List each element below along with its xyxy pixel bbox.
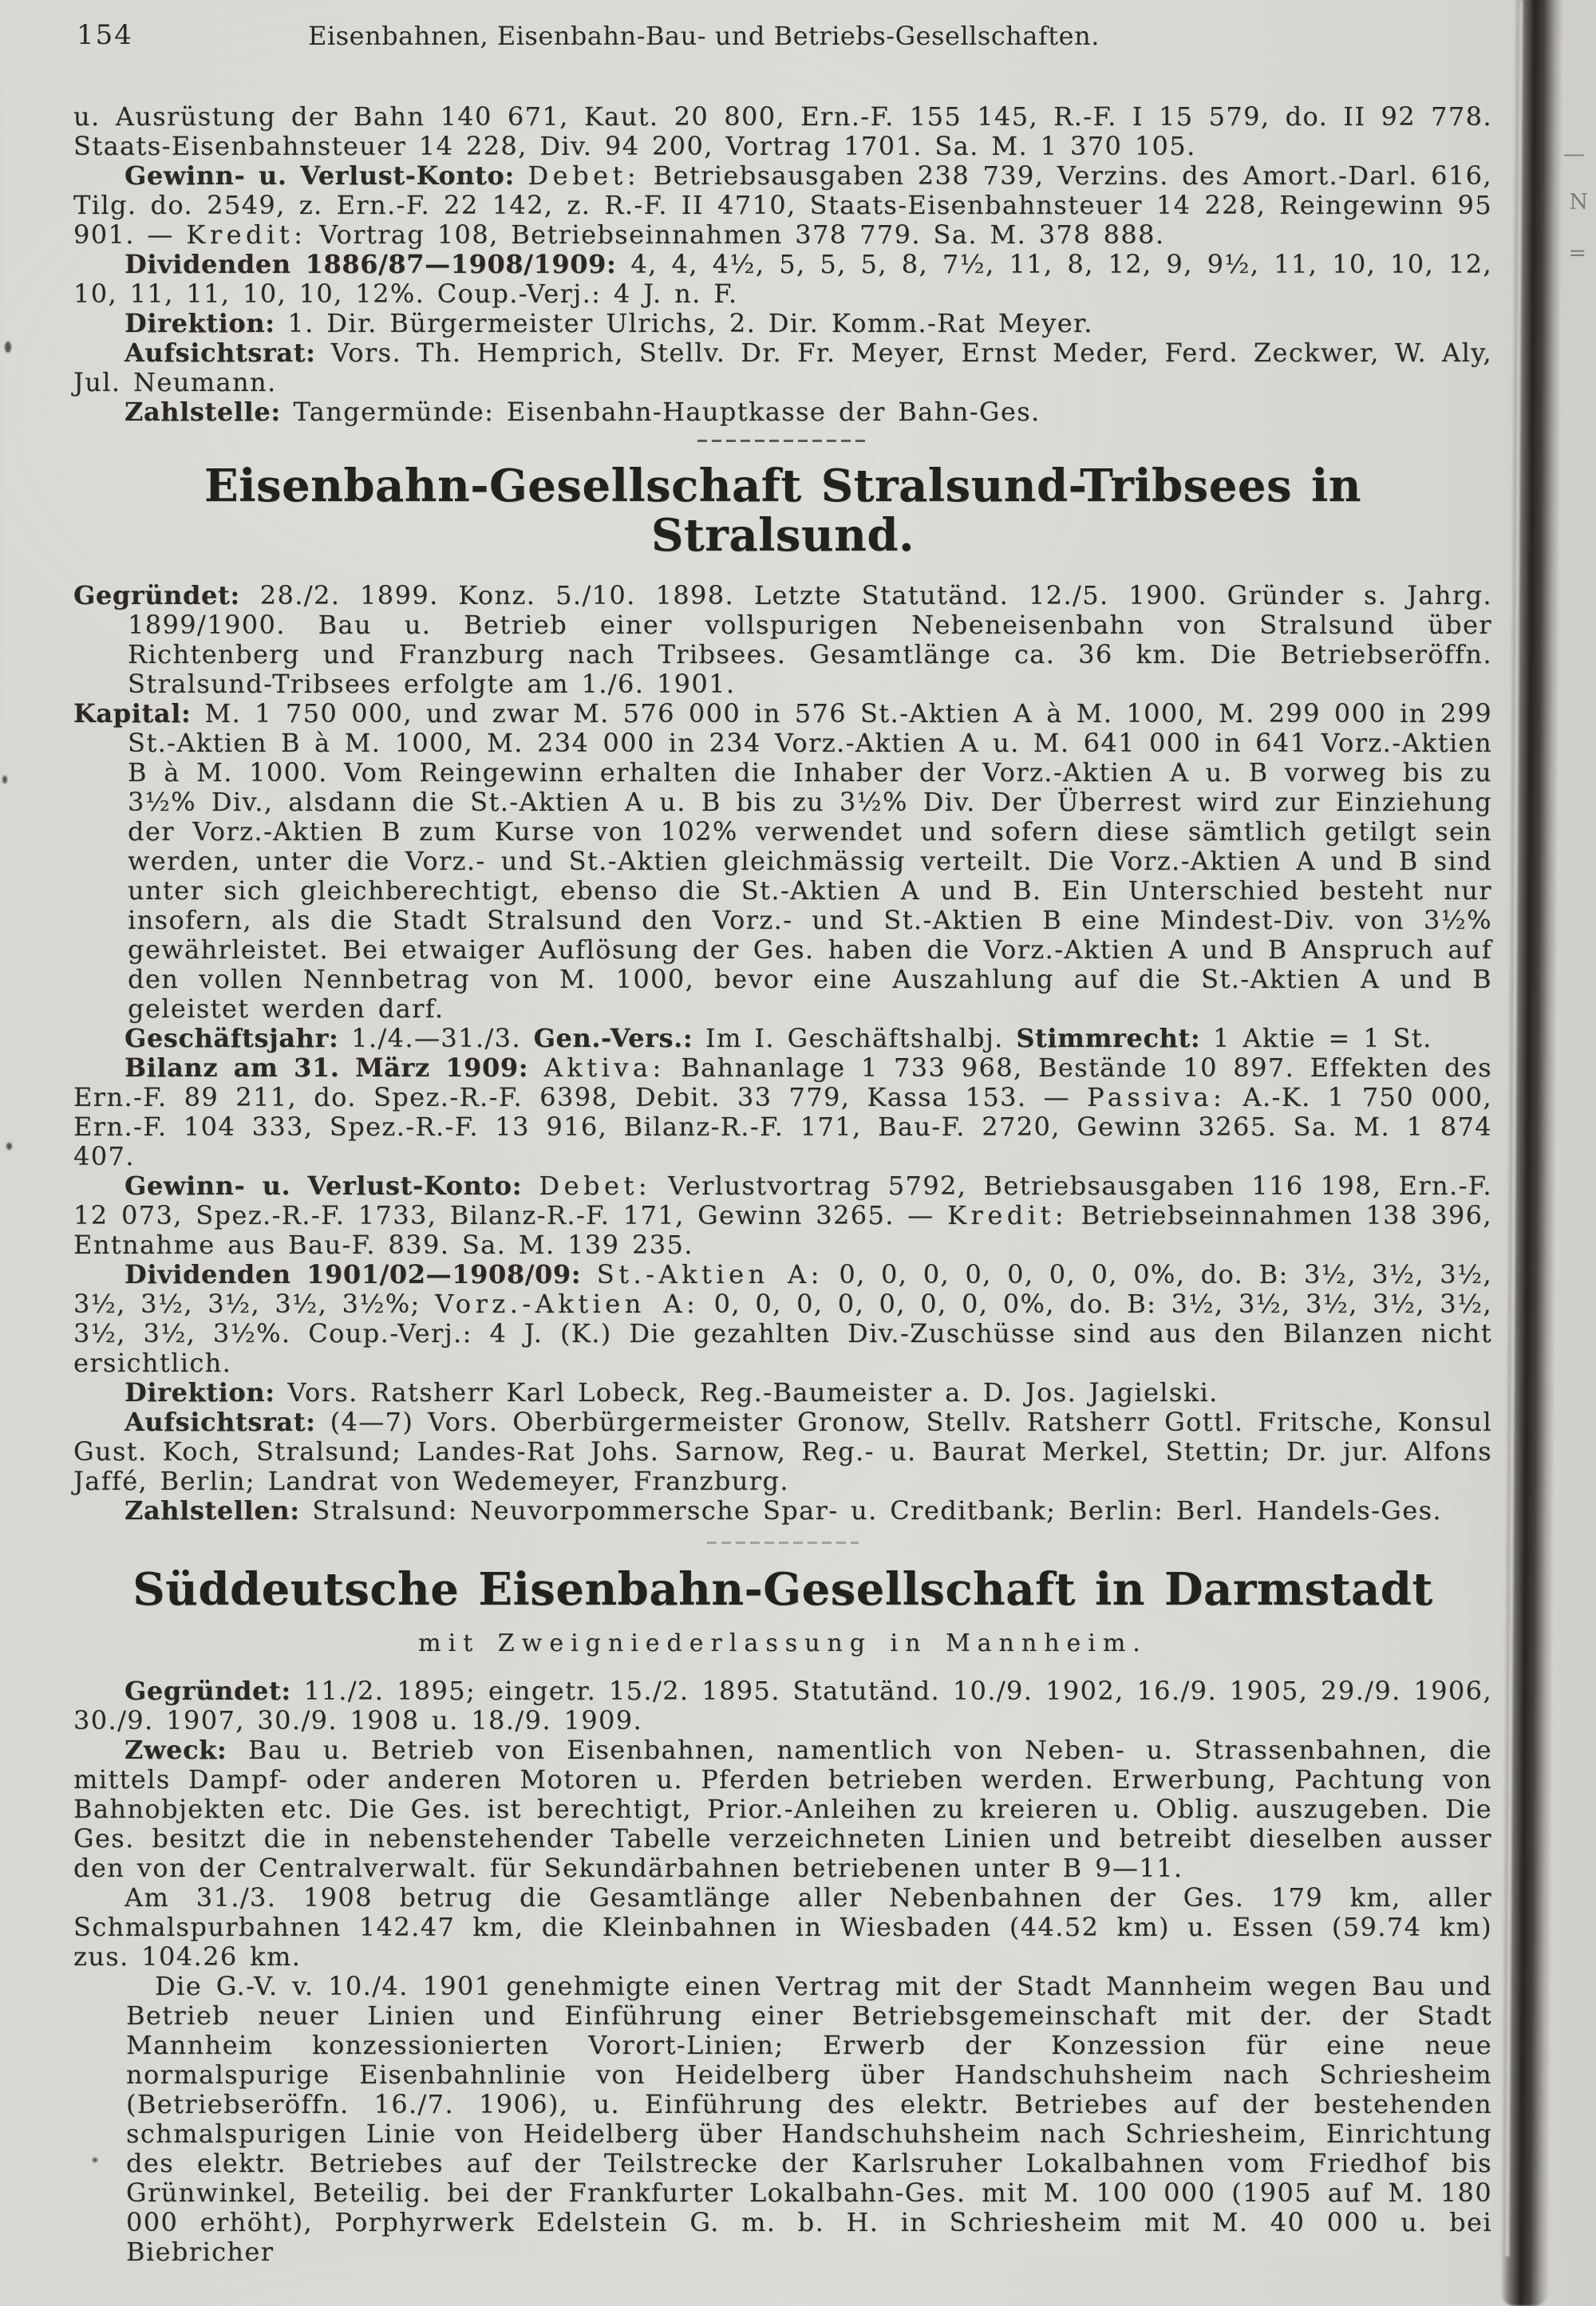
entry-sueddeutsche-darmstadt bbox=[73, 1676, 1492, 2267]
paragraph-label: Bilanz am 31. März 1909: bbox=[124, 1052, 544, 1083]
paragraph-text: Betriebseinnahmen 138 396, Entnahme aus Bau-F. 839. Sa. M. 139 235. bbox=[73, 1200, 1492, 1260]
text-column bbox=[73, 102, 1492, 2267]
entry-subtitle-sueddeutsche: mit Zweigniederlassung in Mannheim. bbox=[418, 1629, 1148, 1657]
paragraph-label: Aufsichtsrat: bbox=[124, 1407, 330, 1437]
paragraph-text: Tangermünde: Eisenbahn-Hauptkasse der Bahn-Ges. bbox=[293, 397, 1041, 427]
paragraph-text: M. 1 750 000, und zwar M. 576 000 in 576 St.-Aktien A à M. 1000, M. 299 000 in 299 St.-Aktien B à M. 1000, M. 234 000 in 234 Vorz.-Aktien A u. M. 641 000 in 641 Vorz.-Aktien B à M. 1000. Vom Reingewinn erhalten die Inhaber der Vorz.-Aktien A u. B vorweg bis zu 3½% Div., alsdann die St.-Aktien A u. B bis zu 3½% Div. Der Überrest wird zur Einziehung der Vorz.-Aktien B zum Kurse von 102% verwendet und sofern diese sämtlich getilgt sein werden, unter die Vorz.- und St.-Aktien gleichmässig verteilt. Die Vorz.-Aktien A und B sind unter sich gleichberechtigt, ebenso die St.-Aktien A und B. Ein Unterschied besteht nur insofern, als die Stadt Stralsund den Vorz.- und St.-Aktien B eine Mindest-Div. von 3½% gewährleistet. Bei etwaiger Auflösung der Ges. haben die Vorz.-Aktien A und B Anspruch auf den vollen Nennbetrag von M. 1000, bevor eine Auszahlung auf die St.-Aktien A und B geleistet werden darf. bbox=[128, 698, 1492, 1024]
paragraph-text: A.-K. 1 750 000, Ern.-F. 104 333, Spez.-R.-F. 13 916, Bilanz-R.-F. 171, Bau-F. 2720, Gewinn 3265. Sa. M. 1 874 407. bbox=[73, 1082, 1492, 1171]
paragraph-label: Gegründet: bbox=[73, 580, 260, 610]
paragraph-text: Vorz.-Aktien A: bbox=[435, 1289, 700, 1319]
paragraph-label: Gewinn- u. Verlust-Konto: bbox=[124, 1171, 539, 1201]
paragraph-label: Gewinn- u. Verlust-Konto: bbox=[124, 160, 528, 191]
margin-artifact: N bbox=[1569, 190, 1588, 215]
page-outer-margin bbox=[1561, 0, 1596, 2257]
paragraph-text: Verlustvortrag 5792, Betriebsausgaben 116 198, Ern.-F. 12 073, Spez.-R.-F. 1733, Bilanz-R.-F. 171, Gewinn 3265. — bbox=[73, 1171, 1492, 1230]
paragraph-label: Dividenden 1886/87—1908/1909: bbox=[124, 249, 631, 279]
paragraph-label: Geschäftsjahr: bbox=[124, 1023, 352, 1053]
paragraph bbox=[73, 581, 1492, 699]
section-divider bbox=[707, 1542, 859, 1544]
paragraph-text: Bahnanlage 1 733 968, Bestände 10 897. Effekten des Ern.-F. 89 211, do. Spez.-R.-F. 6398, Debit. 33 779, Kassa 153. — bbox=[73, 1052, 1493, 1112]
paragraph-text: Debet: bbox=[539, 1171, 652, 1201]
scan-speck bbox=[5, 342, 11, 353]
paragraph-text: Im I. Geschäftshalbj. bbox=[705, 1023, 1017, 1053]
paragraph-text: Kredit: bbox=[947, 1200, 1069, 1230]
page-number: 154 bbox=[77, 19, 133, 51]
entry-title-stralsund: Eisenbahn-Gesellschaft Stralsund-Tribsees in Stralsund. bbox=[204, 460, 1361, 562]
paragraph bbox=[73, 1171, 1492, 1260]
paragraph-text: Stralsund: Neuvorpommersche Spar- u. Creditbank; Berlin: Berl. Handels-Ges. bbox=[312, 1495, 1442, 1526]
paragraph-label: Zahlstellen: bbox=[124, 1495, 313, 1526]
paragraph bbox=[73, 1260, 1492, 1378]
paragraph-text: Betriebsausgaben 238 739, Verzins. des Amort.-Darl. 616, Tilg. do. 2549, z. Ern.-F. 22 142, z. R.-F. II 4710, Staats-Eisenbahnsteuer 14 228, Reingewinn 95 901. — bbox=[73, 160, 1492, 250]
paragraph-text: 0, 0, 0, 0, 0, 0, 0, 0%, do. B: 3½, 3½, 3½, 3½, 3½, 3½, 3½, 3½%; bbox=[73, 1259, 1493, 1319]
scan-speck bbox=[6, 1143, 12, 1150]
paragraph-text: 11./2. 1895; eingetr. 15./2. 1895. Statutänd. 10./9. 1902, 16./9. 1905, 29./9. 1906, 30./9. 1907, 30./9. 1908 u. 18./9. 1909. bbox=[73, 1676, 1492, 1735]
paragraph-label: Gegründet: bbox=[124, 1676, 304, 1706]
section-divider bbox=[697, 440, 869, 442]
paragraph-label: Dividenden 1901/02—1908/09: bbox=[124, 1259, 597, 1289]
entry-tangermuende-continuation bbox=[73, 102, 1492, 427]
paragraph bbox=[73, 1735, 1492, 1883]
paragraph-label: Direktion: bbox=[124, 1377, 288, 1408]
paragraph-text: St.-Aktien A: bbox=[596, 1259, 824, 1289]
paragraph-text: Passiva: bbox=[1087, 1082, 1227, 1112]
running-head bbox=[73, 19, 1492, 54]
paragraph bbox=[73, 1024, 1492, 1053]
paragraph bbox=[73, 1408, 1492, 1496]
paragraph-label: Stimmrecht: bbox=[1016, 1023, 1213, 1053]
paragraph-text: 1 Aktie = 1 St. bbox=[1212, 1023, 1432, 1053]
paragraph bbox=[73, 102, 1492, 161]
paragraph-text: Debet: bbox=[527, 160, 641, 191]
paragraph-label: Kapital: bbox=[73, 698, 205, 729]
running-title: Eisenbahnen, Eisenbahn-Bau- und Betriebs-Gesellschaften. bbox=[308, 21, 1100, 51]
paragraph-label: Zahlstelle: bbox=[124, 397, 294, 427]
paragraph-text: Vors. Th. Hemprich, Stellv. Dr. Fr. Meyer, Ernst Meder, Ferd. Zeckwer, W. Aly, Jul. Neumann. bbox=[73, 338, 1492, 397]
scan-speck bbox=[2, 776, 7, 784]
paragraph-text: Kredit: bbox=[186, 219, 307, 250]
paragraph-label: Aufsichtsrat: bbox=[124, 338, 331, 368]
paragraph bbox=[73, 161, 1492, 250]
paragraph-text: (4—7) Vors. Oberbürgermeister Gronow, Stellv. Ratsherr Gottl. Fritsche, Konsul Gust. Koch, Stralsund; Landes-Rat Johs. Sarnow, Reg.- u. Baurat Merkel, Stettin; Dr. jur. Alfons Jaffé, Berlin; Landrat von Wedemeyer, Franzburg. bbox=[73, 1407, 1493, 1496]
margin-artifact: = bbox=[1568, 241, 1586, 266]
paragraph bbox=[73, 1378, 1492, 1408]
paragraph bbox=[73, 250, 1492, 309]
paragraph-label: Zweck: bbox=[124, 1735, 248, 1765]
paragraph-text: 0, 0, 0, 0, 0, 0, 0, 0%, do. B: 3½, 3½, 3½, 3½, 3½, 3½, 3½, 3½%. Coup.-Verj.: 4 J. (K.) Die gezahlten Div.-Zuschüsse sind aus den Bilanzen nicht ersichtlich. bbox=[73, 1289, 1492, 1378]
paragraph-text: Die G.-V. v. 10./4. 1901 genehmigte einen Vertrag mit der Stadt Mannheim wegen Bau und Betrieb neuer Linien und Einführung einer Betriebsgemeinschaft mit der. der Stadt Mannheim konzessionierten Vorort-Linien; Erwerb der Konzession für eine neue normalspurige Eisenbahnlinie von Heidelberg über Handschuhsheim nach Schriesheim (Betriebseröffn. 16./7. 1906), u. Einführung des elektr. Betriebes auf der bestehenden schmalspurigen Linie von Heidelberg über Handschuhsheim nach Schriesheim, Einrichtung des elektr. Betriebes auf der Teilstrecke der Karlsruher Lokalbahnen vom Friedhof bis Grünwinkel, Beteilig. bei der Frankfurter Lokalbahn-Ges. mit M. 100 000 (1905 auf M. 180 000 erhöht), Porphyrwerk Edelstein G. m. b. H. in Schriesheim mit M. 40 000 u. bei Biebricher bbox=[126, 1971, 1492, 2267]
entry-title-sueddeutsche: Süddeutsche Eisenbahn-Gesellschaft in Darmstadt bbox=[132, 1563, 1433, 1616]
paragraph-text: Am 31./3. 1908 betrug die Gesamtlänge aller Nebenbahnen der Ges. 179 km, aller Schmalspurbahnen 142.47 km, die Kleinbahnen in Wiesbaden (44.52 km) u. Essen (59.74 km) zus. 104.26 km. bbox=[73, 1882, 1492, 1972]
paragraph-text: Bau u. Betrieb von Eisenbahnen, namentlich von Neben- u. Strassenbahnen, die mittels Dampf- oder anderen Motoren u. Pferden betrieben werden. Erwerbung, Pachtung von Bahnobjekten etc. Die Ges. ist berechtigt, Prior.-Anleihen zu kreieren u. Oblig. auszugeben. Die Ges. besitzt die in nebenstehender Tabelle verzeichneten Linien und betreibt dieselben ausser den von der Centralverwalt. für Sekundärbahnen betriebenen unter B 9—11. bbox=[73, 1735, 1493, 1883]
paragraph bbox=[73, 1676, 1492, 1735]
paragraph bbox=[73, 397, 1492, 427]
paragraph-text: 1./4.—31./3. bbox=[351, 1023, 534, 1053]
paragraph-text: Vortrag 108, Betriebseinnahmen 378 779. Sa. M. 378 888. bbox=[306, 219, 1165, 250]
paragraph-text: Aktiva: bbox=[543, 1052, 666, 1083]
paragraph bbox=[73, 1496, 1492, 1526]
paragraph bbox=[126, 1972, 1492, 2267]
paragraph bbox=[73, 309, 1492, 338]
margin-artifact: — bbox=[1563, 142, 1585, 167]
paragraph bbox=[73, 338, 1492, 397]
entry-stralsund-tribsees bbox=[73, 581, 1492, 1526]
paragraph bbox=[73, 1053, 1492, 1171]
paragraph-text: u. Ausrüstung der Bahn 140 671, Kaut. 20 800, Ern.-F. 155 145, R.-F. I 15 579, do. II 92 778. Staats-Eisenbahnsteuer 14 228, Div. 94 200, Vortrag 1701. Sa. M. 1 370 105. bbox=[73, 101, 1492, 161]
paragraph bbox=[73, 699, 1492, 1024]
paragraph-label: Gen.-Vers.: bbox=[533, 1023, 706, 1053]
paragraph-text: 28./2. 1899. Konz. 5./10. 1898. Letzte Statutänd. 12./5. 1900. Gründer s. Jahrg. 1899/1900. Bau u. Betrieb einer vollspurigen Nebeneisenbahn von Stralsund über Richtenberg und Franzburg nach Tribsees. Gesamtlänge ca. 36 km. Die Betriebseröffn. Stralsund-Tribsees erfolgte am 1./6. 1901. bbox=[128, 580, 1492, 699]
paragraph-label: Direktion: bbox=[124, 308, 288, 338]
paragraph bbox=[73, 1883, 1492, 1972]
paragraph-text: 1. Dir. Bürgermeister Ulrichs, 2. Dir. Komm.-Rat Meyer. bbox=[287, 308, 1093, 338]
paragraph-text: Vors. Ratsherr Karl Lobeck, Reg.-Baumeister a. D. Jos. Jagielski. bbox=[287, 1377, 1219, 1408]
paragraph-text: 4, 4, 4½, 5, 5, 5, 8, 7½, 11, 8, 12, 9, 9½, 11, 10, 10, 12, 10, 11, 11, 10, 10, 12%. Coup.-Verj.: 4 J. n. F. bbox=[73, 249, 1492, 309]
